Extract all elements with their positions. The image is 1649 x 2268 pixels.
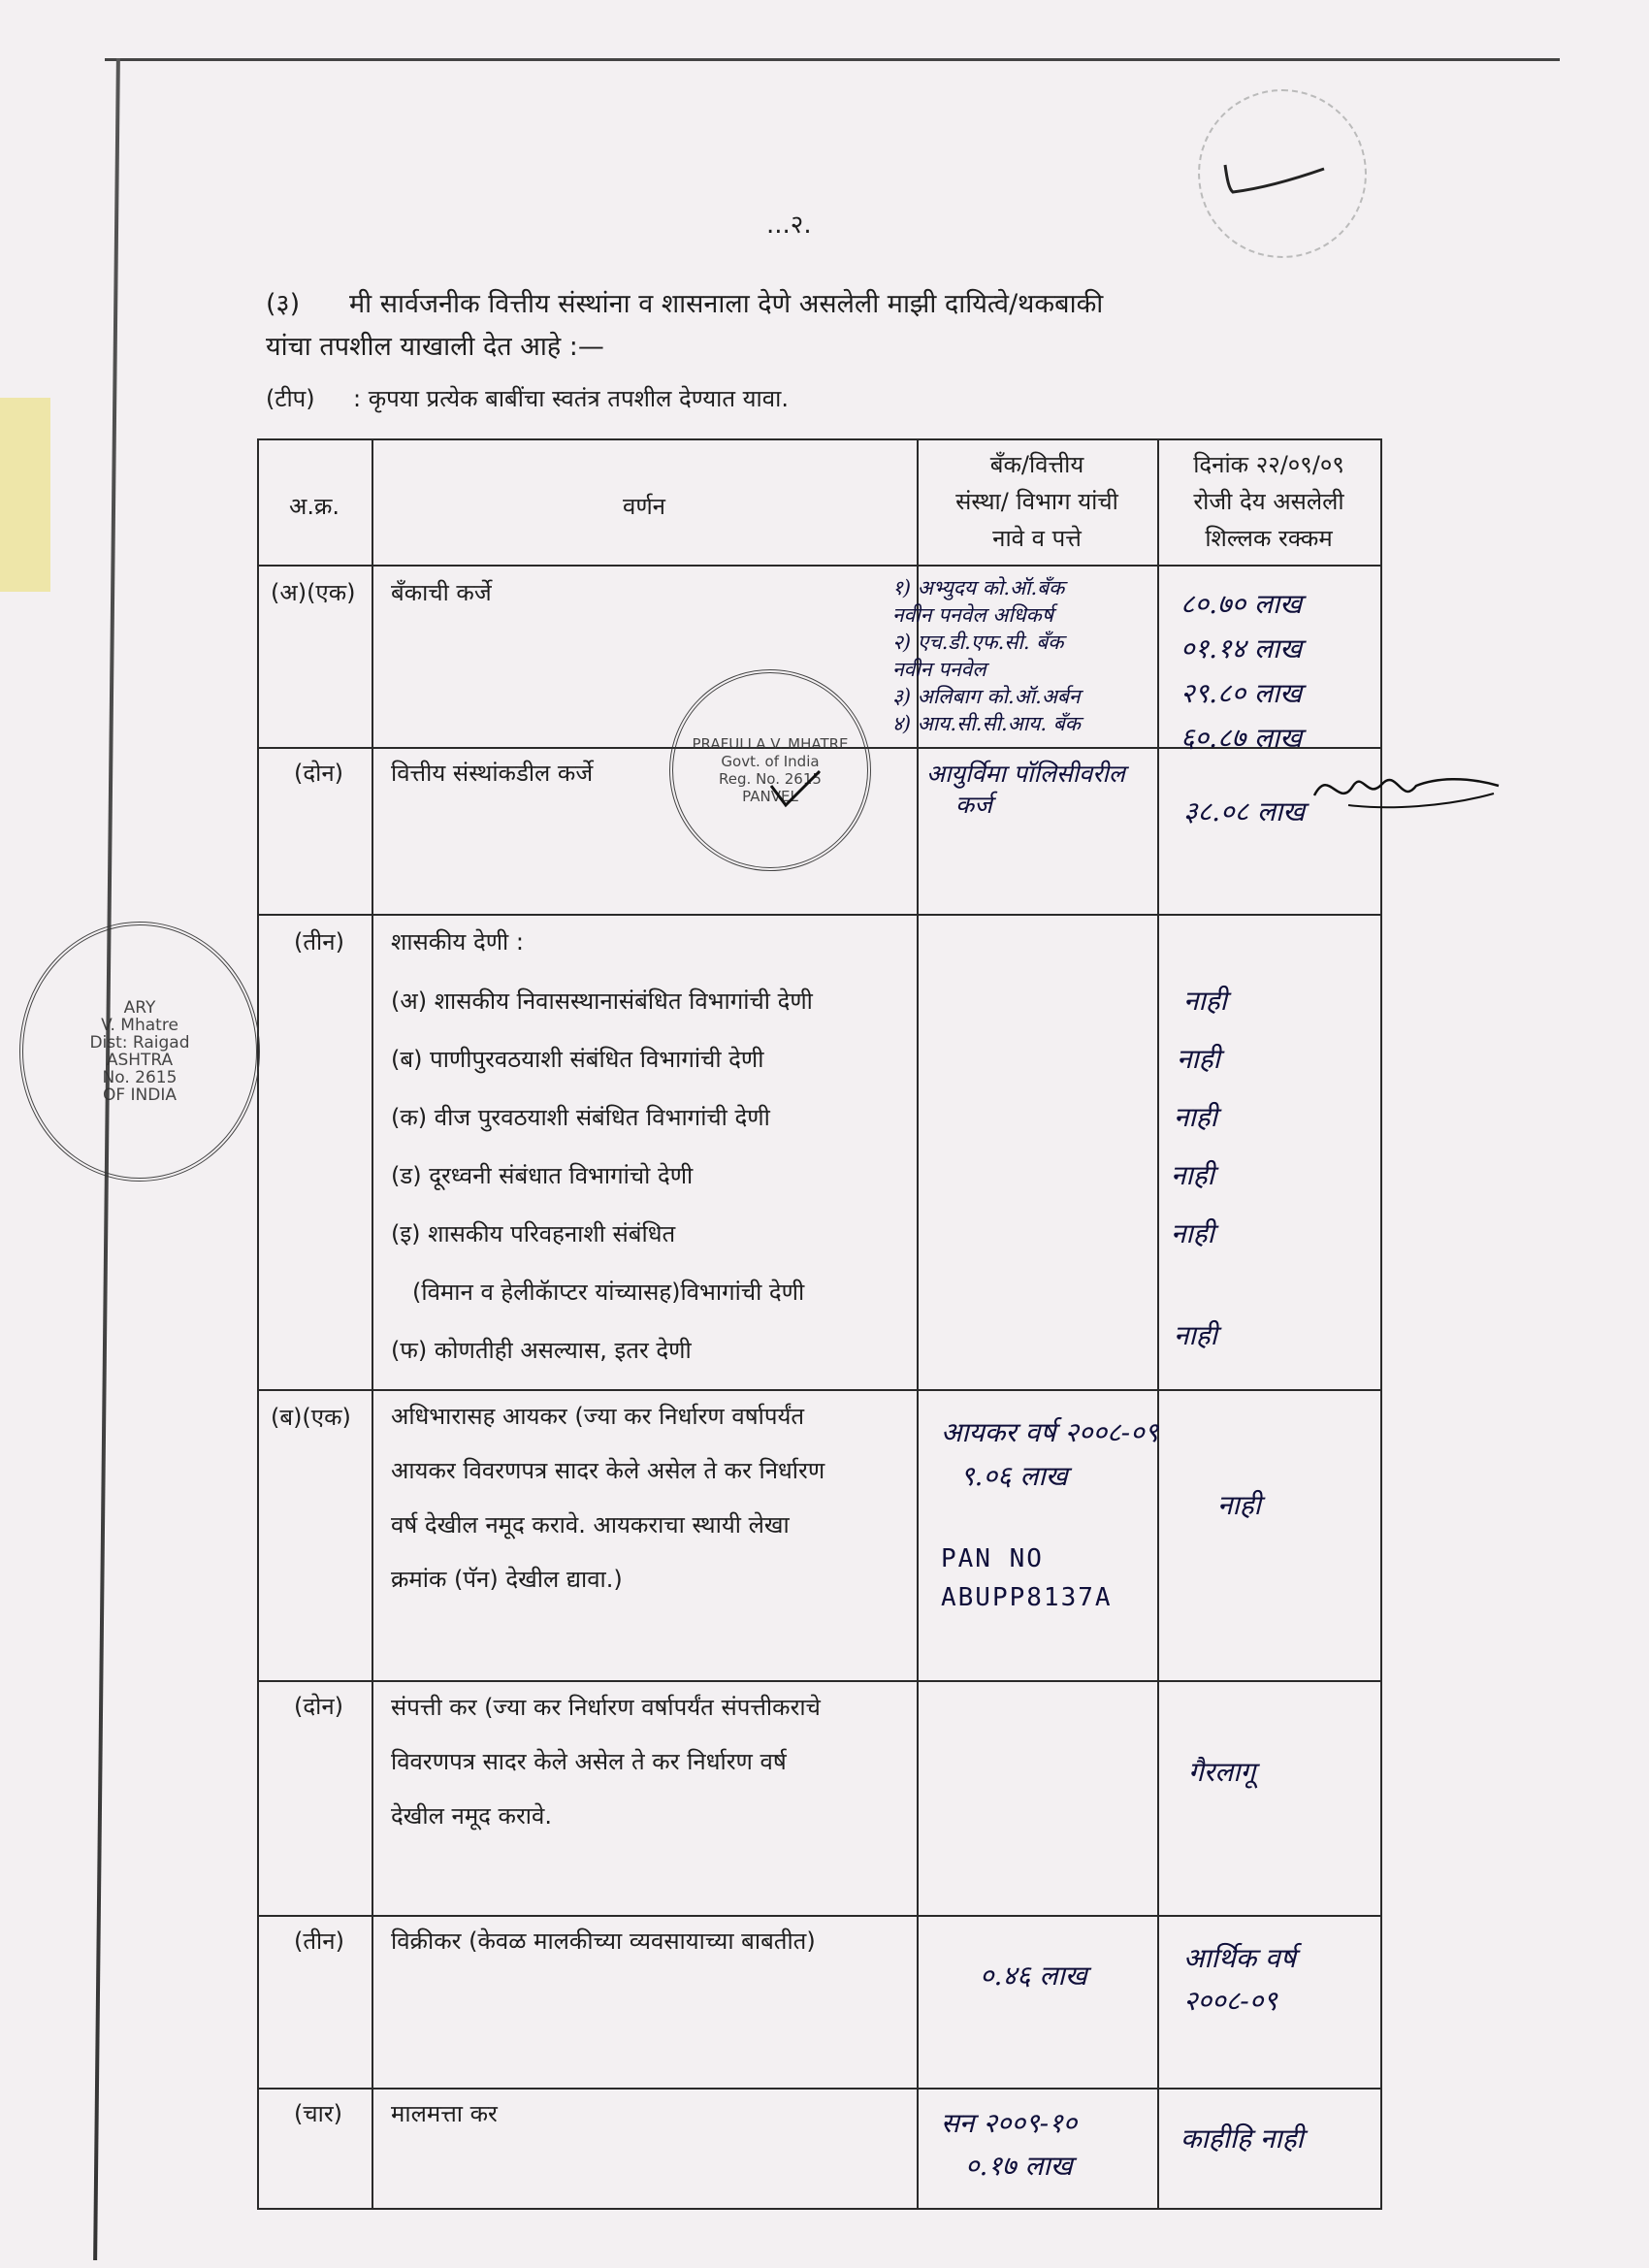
note-text: : कृपया प्रत्येक बाबींचा स्वतंत्र तपशील देण्यात यावा. [353, 385, 789, 412]
page-edge [105, 58, 1560, 61]
row-description [391, 1389, 905, 1606]
row-description: बॅंकाची कर्जे [391, 579, 492, 606]
stamp-text: Dist: Raigad [89, 1033, 190, 1053]
amount-line: २९.८० लाख [1180, 677, 1303, 709]
income-tax-year: आयकर वर्ष २००८-०९ [941, 1416, 1159, 1448]
row-sr: (तीन) [294, 1928, 344, 1955]
tick-mark [766, 766, 824, 815]
stamp-text: Reg. No. 2615 [719, 770, 822, 788]
description-line: वर्ष देखील नमूद करावे. आयकराचा स्थायी लेखा [391, 1511, 790, 1539]
bank-names [892, 574, 1081, 737]
header-bank-line: नावे व पत्ते [992, 525, 1082, 552]
section-number: (३) [266, 289, 301, 319]
sub-item: (विमान व हेलीकॅाप्टर यांच्यासह)विभागांची देणी [412, 1279, 805, 1306]
sub-value: नाही [1171, 1217, 1214, 1249]
description-line: विवरणपत्र सादर केले असेल ते कर निर्धारण वर्ष [391, 1748, 787, 1775]
sub-value: नाही [1174, 1319, 1217, 1351]
sub-value: नाही [1177, 1043, 1220, 1075]
income-tax-amount: ९.०६ लाख [960, 1460, 1068, 1492]
section-intro [266, 283, 1372, 369]
row-sr: (दोन) [294, 760, 344, 787]
stamp-text: No. 2615 [102, 1068, 178, 1087]
header-bank-line: बॅंक/वित्तीय [989, 451, 1084, 478]
section-text-2: यांचा तपशील याखाली देत आहे :— [266, 332, 604, 362]
amount-line: ०१.१४ लाख [1180, 632, 1303, 664]
header-description: वर्णन [622, 493, 666, 520]
signature [1310, 757, 1504, 825]
header-bank [917, 446, 1157, 557]
stamp-text: ARY [123, 998, 156, 1018]
section-text: मी सार्वजनीक वित्तीय संस्थांना व शासनाला देणे असलेली माझी दायित्वे/थकबाकी [349, 289, 1104, 319]
row-description: विक्रीकर (केवळ मालकीच्या व्यवसायाच्या बाबतीत) [391, 1928, 816, 1955]
row-sr: (तीन) [294, 928, 344, 956]
amount-value: गैरलागू [1188, 1756, 1256, 1788]
stamp-text: PRAFULLA V. MHATRE [692, 735, 849, 753]
pan-label: PAN NO [941, 1544, 1044, 1573]
bank-names [926, 759, 1125, 821]
sub-value: नाही [1183, 985, 1227, 1017]
bank-line: नवीन पनवेल अधिकर्ष [892, 603, 1053, 627]
note [266, 382, 789, 414]
bank-line: १) अभ्युदय को.ऑ.बॅंक [892, 576, 1065, 599]
notary-stamp-left [19, 922, 260, 1182]
sub-value: नाही [1174, 1101, 1217, 1133]
row-description: मालमत्ता कर [391, 2100, 498, 2127]
bank-line: सन २००९-१० [941, 2107, 1078, 2139]
description-line: संपत्ती कर (ज्या कर निर्धारण वर्षापर्यंत संपत्तीकराचे [391, 1694, 821, 1721]
amount-line: ३८.०८ लाख [1183, 795, 1306, 827]
initials-mark [1217, 136, 1334, 204]
bank-value: ०.४६ लाख [980, 1960, 1087, 1992]
header-amount [1157, 446, 1380, 557]
bank-line: नवीन पनवेल [892, 658, 986, 681]
amount-value: नाही [1217, 1489, 1261, 1521]
note-label: (टीप) [266, 385, 315, 412]
row-description: वित्तीय संस्थांकडील कर्जे [391, 760, 594, 787]
row-sr: (अ)(एक) [271, 579, 356, 606]
amount-line: आर्थिक वर्ष [1183, 1942, 1296, 1974]
stamp-text: PANVEL [742, 788, 798, 805]
row-description [391, 1680, 905, 1843]
amount-line: ८०.७० लाख [1180, 588, 1303, 620]
yellow-tab [0, 398, 50, 592]
amount-value: काहीहि नाही [1180, 2122, 1304, 2155]
stamp-text: ASHTRA [106, 1051, 174, 1070]
pan-number: ABUPP8137A [941, 1583, 1113, 1612]
loan-amounts [1180, 582, 1302, 761]
bank-line: २) एच.डी.एफ.सी. बॅंक [892, 631, 1064, 654]
header-bank-line: संस्था/ विभाग यांची [955, 488, 1118, 515]
header-sr: अ.क्र. [288, 493, 340, 520]
bank-line: ०.१७ लाख [965, 2150, 1073, 2182]
row-sr: (दोन) [294, 1693, 344, 1720]
amount-line: २००८-०९ [1183, 1985, 1277, 2017]
bank-line: ४) आय.सी.सी.आय. बॅंक [892, 712, 1081, 735]
description-line: क्रमांक (पॅन) देखील द्यावा.) [391, 1566, 623, 1593]
stamp-text: V. Mhatre [101, 1016, 178, 1035]
row-sr: (चार) [294, 2100, 342, 2127]
row-sr: (ब)(एक) [271, 1404, 351, 1431]
amount-value [1183, 1937, 1296, 2023]
sub-item: (फ) कोणतीही असल्यास, इतर देणी [391, 1337, 692, 1364]
sub-item: (इ) शासकीय परिवहनाशी संबंधित [391, 1220, 676, 1247]
stamp-text: OF INDIA [102, 1085, 177, 1105]
sub-value: नाही [1171, 1159, 1214, 1191]
header-amount-line: शिल्लक रक्कम [1205, 525, 1333, 552]
bank-line: ३) अलिबाग को.ऑ.अर्बन [892, 685, 1081, 708]
sub-item: (क) वीज पुरवठयाशी संबंधित विभागांची देणी [391, 1104, 770, 1131]
header-amount-line: रोजी देय असलेली [1193, 488, 1344, 515]
description-line: देखील नमूद करावे. [391, 1802, 552, 1830]
header-amount-line: दिनांक २२/०९/०९ [1193, 451, 1344, 478]
bank-line: आयुर्विमा पॉलिसीवरील [926, 760, 1125, 788]
loan-amounts [1183, 797, 1305, 826]
description-line: अधिभारासह आयकर (ज्या कर निर्धारण वर्षापर्यंत [391, 1403, 805, 1430]
sub-item: (ब) पाणीपुरवठयाशी संबंधित विभागांची देणी [391, 1046, 764, 1073]
bank-value [941, 2102, 1077, 2187]
sub-item: (ड) दूरध्वनी संबंधात विभागांचो देणी [391, 1162, 694, 1189]
sub-item: (अ) शासकीय निवासस्थानासंबंधित विभागांची देणी [391, 988, 813, 1015]
bank-line: कर्ज [955, 791, 992, 819]
description-line: आयकर विवरणपत्र सादर केले असेल ते कर निर्धारण [391, 1457, 825, 1484]
stamp-text: Govt. of India [721, 753, 820, 770]
page-number: ...२. [766, 211, 812, 240]
amount-line: ६०.८७ लाख [1180, 722, 1303, 754]
row-description: शासकीय देणी : [391, 928, 524, 956]
